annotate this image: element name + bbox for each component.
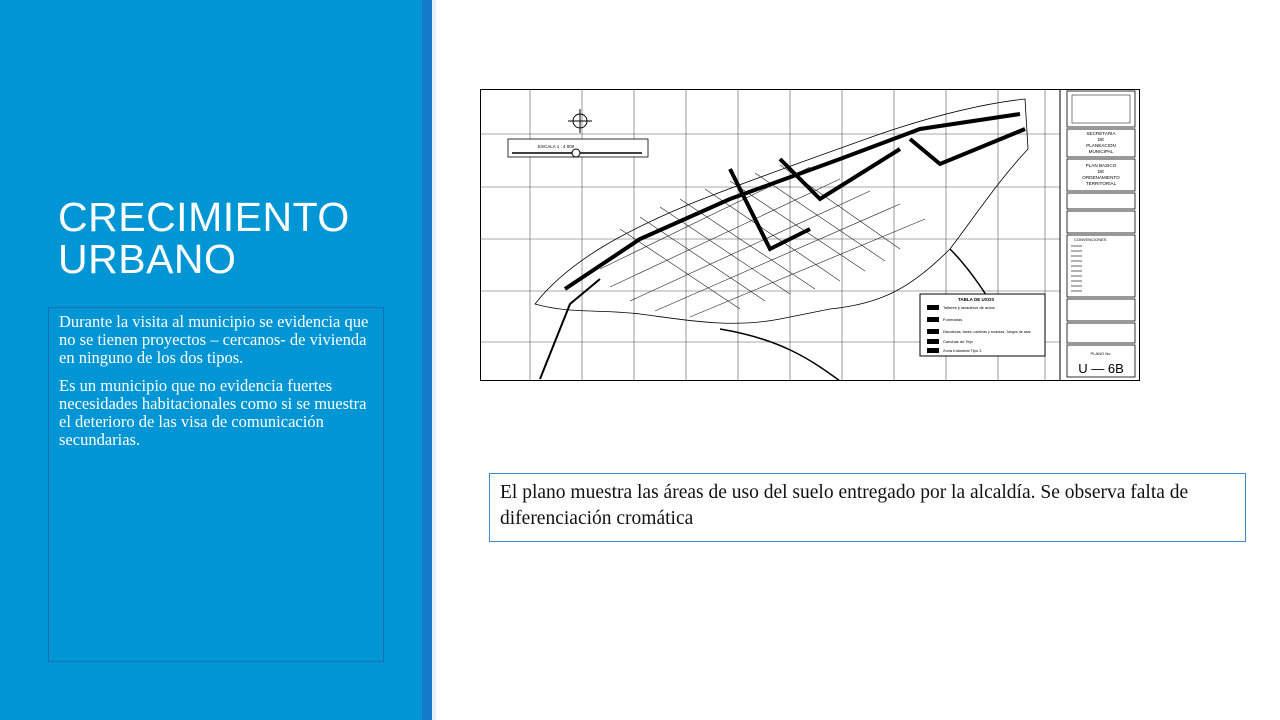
- urban-land-use-map: [480, 89, 1140, 381]
- svg-text:Discotecas, bares, cantinas y: Discotecas, bares, cantinas y rockolas, Juegos de azar.: [943, 330, 1032, 334]
- sheet-number: U — 6B: [1078, 361, 1124, 376]
- svg-text:Talleres y lavaderos de autos: Talleres y lavaderos de autos: [943, 305, 995, 310]
- paragraph-1: Durante la visita al municipio se evidencia que no se tienen proyectos – cercanos- de vivienda en ninguno de los dos tipos.: [59, 312, 369, 367]
- svg-text:Canchas de Tejo: Canchas de Tejo: [943, 339, 973, 344]
- accent-bar-light: [432, 0, 436, 720]
- svg-text:SECRETARIA: SECRETARIA: [1086, 131, 1116, 136]
- svg-text:CONVENCIONES: CONVENCIONES: [1074, 237, 1107, 242]
- paragraph-2: Es un municipio que no evidencia fuertes necesidades habitacionales como si se muestra el deterioro de las visa de comunicación secundarias.: [59, 376, 367, 449]
- legend-table: [920, 294, 1045, 356]
- accent-bar: [422, 0, 432, 720]
- slide-title: CRECIMIENTO URBANO: [58, 194, 350, 282]
- svg-text:DE: DE: [1097, 137, 1105, 142]
- legend-table-title: TABLA DE USOS: [958, 297, 995, 302]
- body-text-box[interactable]: [48, 307, 384, 662]
- svg-text:MUNICIPAL: MUNICIPAL: [1088, 149, 1114, 154]
- svg-text:Funerarias: Funerarias: [943, 317, 963, 322]
- svg-text:Zona Industrial Tipo 2.: Zona Industrial Tipo 2.: [943, 348, 983, 353]
- map-scale-label: ESCALA 1 : 4 000: [538, 144, 575, 149]
- caption-box[interactable]: El plano muestra las áreas de uso del suelo entregado por la alcaldía. Se observa falta de diferenciación cromática: [489, 473, 1246, 542]
- svg-text:PLANO No.: PLANO No.: [1090, 351, 1112, 356]
- svg-text:PLANEACION: PLANEACION: [1086, 143, 1116, 148]
- svg-text:TERRITORIAL: TERRITORIAL: [1085, 181, 1117, 186]
- svg-text:DE: DE: [1097, 169, 1105, 174]
- svg-text:ORDENAMIENTO: ORDENAMIENTO: [1082, 175, 1120, 180]
- svg-text:PLAN BASICO: PLAN BASICO: [1085, 163, 1117, 168]
